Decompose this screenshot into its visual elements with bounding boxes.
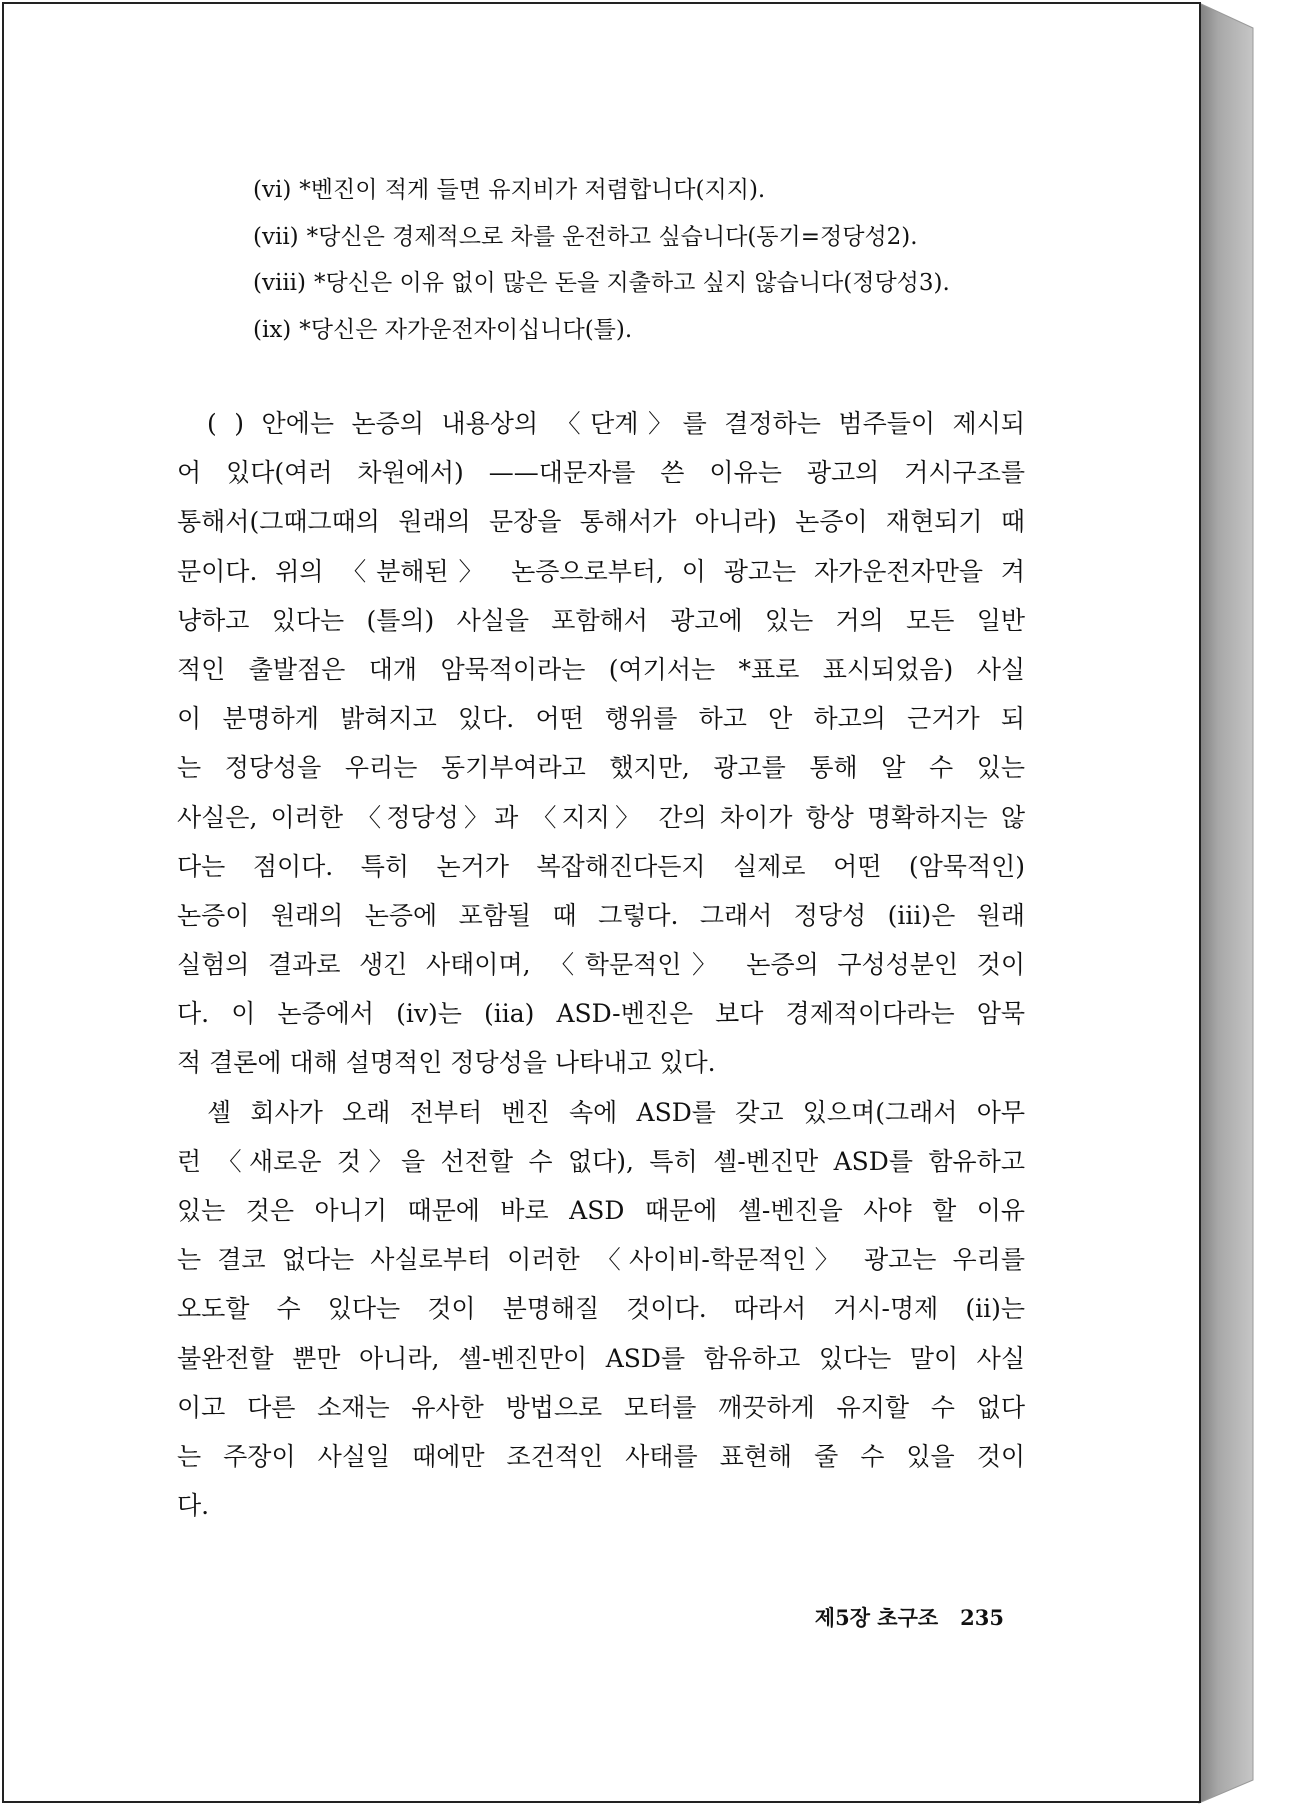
text-line: 다. 이 논증에서 (iv)는 (iia) ASD-벤진은 보다 경제적이다라는 암묵 [177,999,1025,1029]
item-label: (vii) [253,223,299,250]
item-label: (vi) [253,177,292,203]
body-text [177,399,1025,1530]
paragraph-1 [177,399,1025,1088]
item-text: *당신은 이유 없이 많은 돈을 지출하고 싶지 않습니다(정당성3). [314,270,950,296]
item-text: *벤진이 적게 들면 유지비가 저렴합니다(지지). [299,177,766,203]
page-number: 235 [960,1605,1004,1630]
text-line: 런 〈새로운 것〉을 선전할 수 없다), 특히 셸-벤진만 ASD를 함유하고 [177,1146,1025,1176]
text-line: 다는 점이다. 특히 논거가 복잡해진다든지 실제로 어떤 (암묵적인) [177,851,1025,881]
text-line: 문이다. 위의 〈분해된〉 논증으로부터, 이 광고는 자가운전자만을 겨 [177,556,1025,586]
text-line: 실험의 결과로 생긴 사태이며, 〈학문적인〉 논증의 구성성분인 것이 [177,950,1025,980]
text-line: 셸 회사가 오래 전부터 벤진 속에 ASD를 갖고 있으며(그래서 아무 [207,1097,1025,1127]
text-line: 는 결코 없다는 사실로부터 이러한 〈사이비-학문적인〉 광고는 우리를 [177,1245,1025,1275]
text-line: 적인 출발점은 대개 암묵적이라는 (여기서는 *표로 표시되었음) 사실 [177,654,1025,684]
text-line: 는 주장이 사실일 때에만 조건적인 사태를 표현해 줄 수 있을 것이 [177,1441,1025,1471]
item-label: (ix) [253,316,292,343]
text-line: 있는 것은 아니기 때문에 바로 ASD 때문에 셸-벤진을 사야 할 이유 [177,1196,1025,1225]
item-label: (viii) [253,270,307,296]
paragraph-2 [177,1088,1025,1531]
text-line: 는 정당성을 우리는 동기부여라고 했지만, 광고를 통해 알 수 있는 [177,753,1025,783]
page-footer [780,1600,1004,1636]
list-item [253,214,950,261]
text-line: 이 분명하게 밝혀지고 있다. 어떤 행위를 하고 안 하고의 근거가 되 [177,704,1025,734]
example-list [253,167,950,353]
text-line: 냥하고 있다는 (틀의) 사실을 포함해서 광고에 있는 거의 모든 일반 [177,605,1025,635]
text-line: 오도할 수 있다는 것이 분명해질 것이다. 따라서 거시-명제 (ii)는 [177,1294,1025,1324]
text-line: 불완전할 뿐만 아니라, 셸-벤진만이 ASD를 함유하고 있다는 말이 사실 [177,1343,1025,1373]
text-line: 논증이 원래의 논증에 포함될 때 그렇다. 그래서 정당성 (iii)은 원래 [177,900,1025,930]
list-item [253,307,950,354]
item-text: *당신은 경제적으로 차를 운전하고 싶습니다(동기=정당성2). [306,223,918,250]
text-line: 다. [177,1491,210,1521]
text-line: 통해서(그때그때의 원래의 문장을 통해서가 아니라) 논증이 재현되기 때 [177,507,1025,537]
text-line: ( ) 안에는 논증의 내용상의 〈단계〉를 결정하는 범주들이 제시되 [207,409,1025,438]
list-item [253,260,950,307]
book-side-panel [1199,3,1253,1803]
text-line: 이고 다른 소재는 유사한 방법으로 모터를 깨끗하게 유지할 수 없다 [177,1392,1025,1422]
list-item [253,167,950,214]
text-line: 적 결론에 대해 설명적인 정당성을 나타내고 있다. [177,1048,716,1078]
item-text: *당신은 자가운전자이십니다(틀). [299,316,633,343]
chapter-title: 제5장 초구조 [814,1605,939,1630]
text-line: 사실은, 이러한 〈정당성〉과 〈지지〉 간의 차이가 항상 명확하지는 않 [177,802,1025,832]
text-line: 어 있다(여러 차원에서) ——대문자를 쓴 이유는 광고의 거시구조를 [177,458,1025,488]
